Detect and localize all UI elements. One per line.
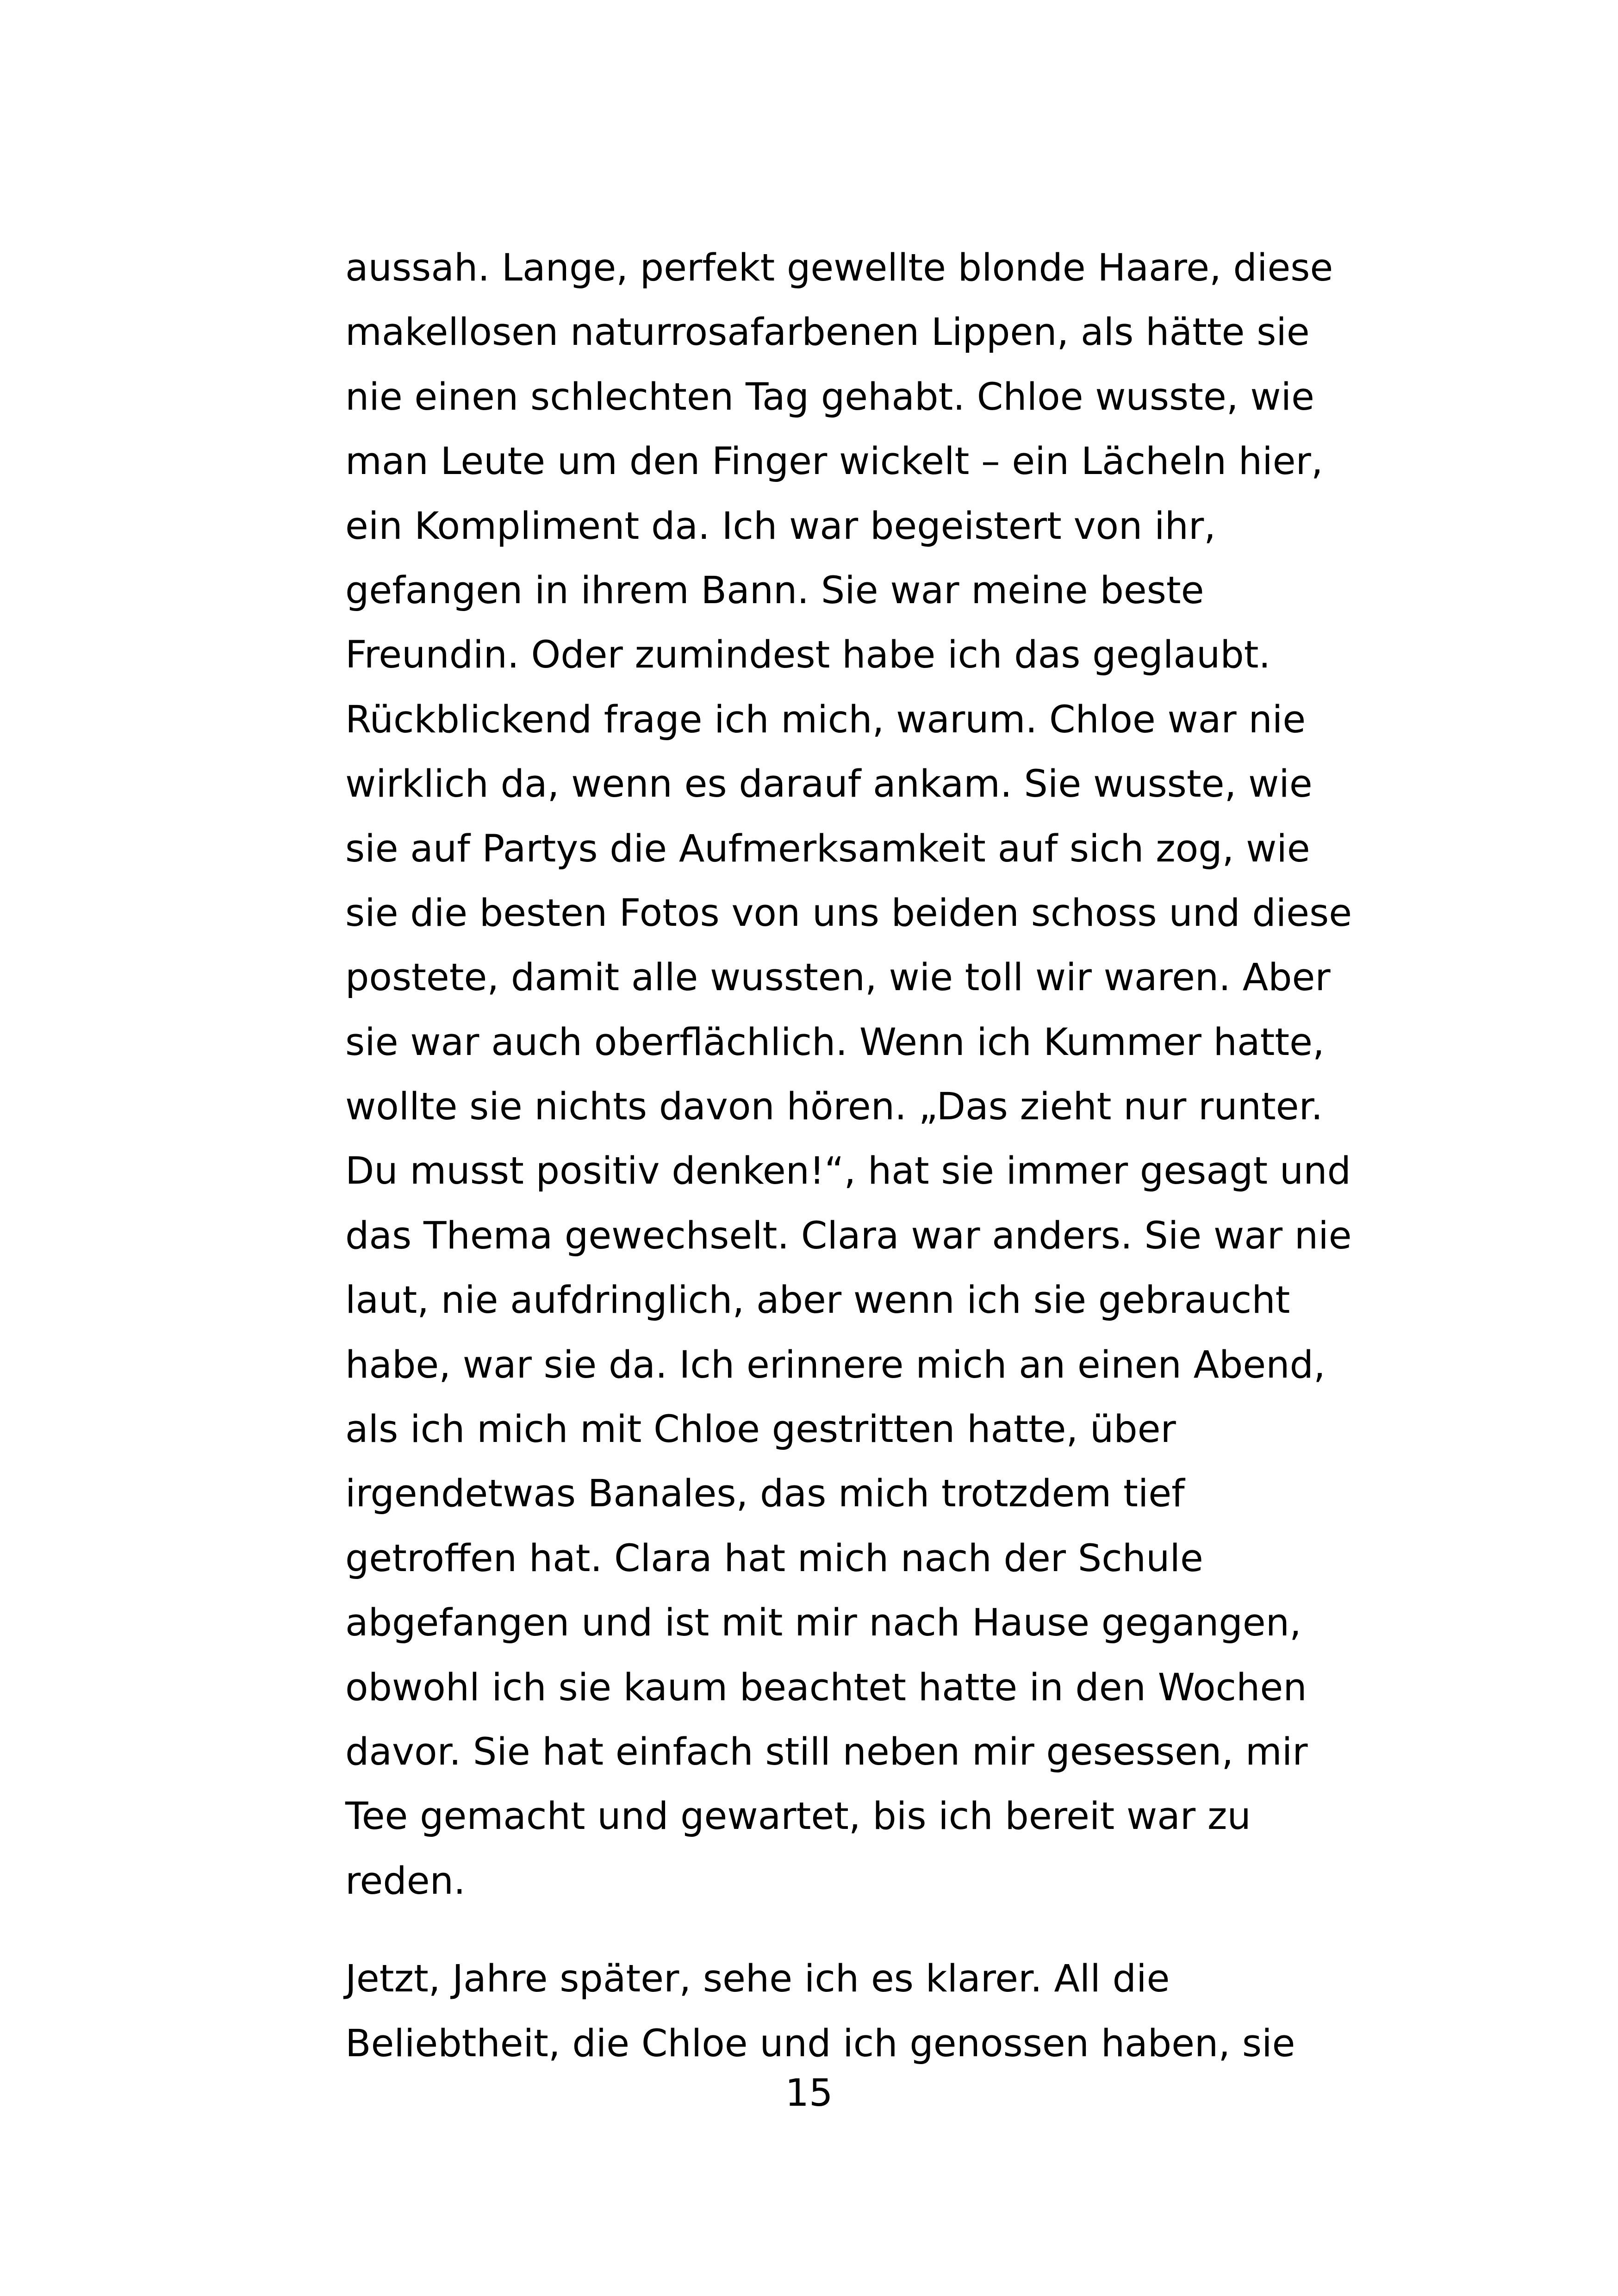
text-line: man Leute um den Finger wickelt – ein Lächeln hier, (345, 440, 1323, 484)
text-line: nie einen schlechten Tag gehabt. Chloe wusste, wie (345, 375, 1314, 419)
text-line: davor. Sie hat einfach still neben mir gesessen, mir (345, 1730, 1308, 1774)
text-line: postete, damit alle wussten, wie toll wir waren. Aber (345, 956, 1331, 1000)
text-line: sie die besten Fotos von uns beiden schoss und diese (345, 891, 1352, 935)
text-line: Du musst positiv denken!“, hat sie immer gesagt und (345, 1149, 1351, 1193)
paragraph-1 (345, 236, 1363, 1914)
text-line: Rückblickend frage ich mich, warum. Chloe war nie (345, 698, 1306, 742)
text-line: laut, nie aufdringlich, aber wenn ich sie gebraucht (345, 1279, 1290, 1323)
text-line: makellosen naturrosafarbenen Lippen, als hätte sie (345, 311, 1310, 355)
text-line: Jetzt, Jahre später, sehe ich es klarer. All die (345, 1957, 1170, 2001)
text-line: sie war auch oberflächlich. Wenn ich Kummer hatte, (345, 1020, 1325, 1064)
text-line: wirklich da, wenn es darauf ankam. Sie wusste, wie (345, 762, 1313, 806)
paragraph-2 (345, 1947, 1363, 2076)
text-line: Freundin. Oder zumindest habe ich das geglaubt. (345, 633, 1271, 677)
text-line: sie auf Partys die Aufmerksamkeit auf sich zog, wie (345, 827, 1310, 871)
text-line: als ich mich mit Chloe gestritten hatte, über (345, 1408, 1176, 1452)
text-line: das Thema gewechselt. Clara war anders. Sie war nie (345, 1214, 1352, 1258)
text-line: getroffen hat. Clara hat mich nach der Schule (345, 1536, 1203, 1580)
text-line: habe, war sie da. Ich erinnere mich an einen Abend, (345, 1343, 1326, 1387)
text-line: wollte sie nichts davon hören. „Das zieht nur runter. (345, 1085, 1323, 1129)
text-line: Beliebtheit, die Chloe und ich genossen haben, sie (345, 2021, 1295, 2065)
text-line: irgendetwas Banales, das mich trotzdem tief (345, 1472, 1185, 1516)
text-line: gefangen in ihrem Bann. Sie war meine beste (345, 568, 1204, 612)
text-line: Tee gemacht und gewartet, bis ich bereit war zu (345, 1795, 1251, 1839)
text-line: obwohl ich sie kaum beachtet hatte in den Wochen (345, 1666, 1307, 1710)
paragraph-spacer (345, 1914, 1363, 1947)
text-line: ein Kompliment da. Ich war begeistert von ihr, (345, 504, 1216, 548)
body-text (345, 236, 1363, 2076)
page-number: 15 (785, 2071, 833, 2115)
text-line: abgefangen und ist mit mir nach Hause gegangen, (345, 1601, 1301, 1645)
text-line: aussah. Lange, perfekt gewellte blonde Haare, diese (345, 246, 1333, 290)
text-line: reden. (345, 1859, 466, 1903)
